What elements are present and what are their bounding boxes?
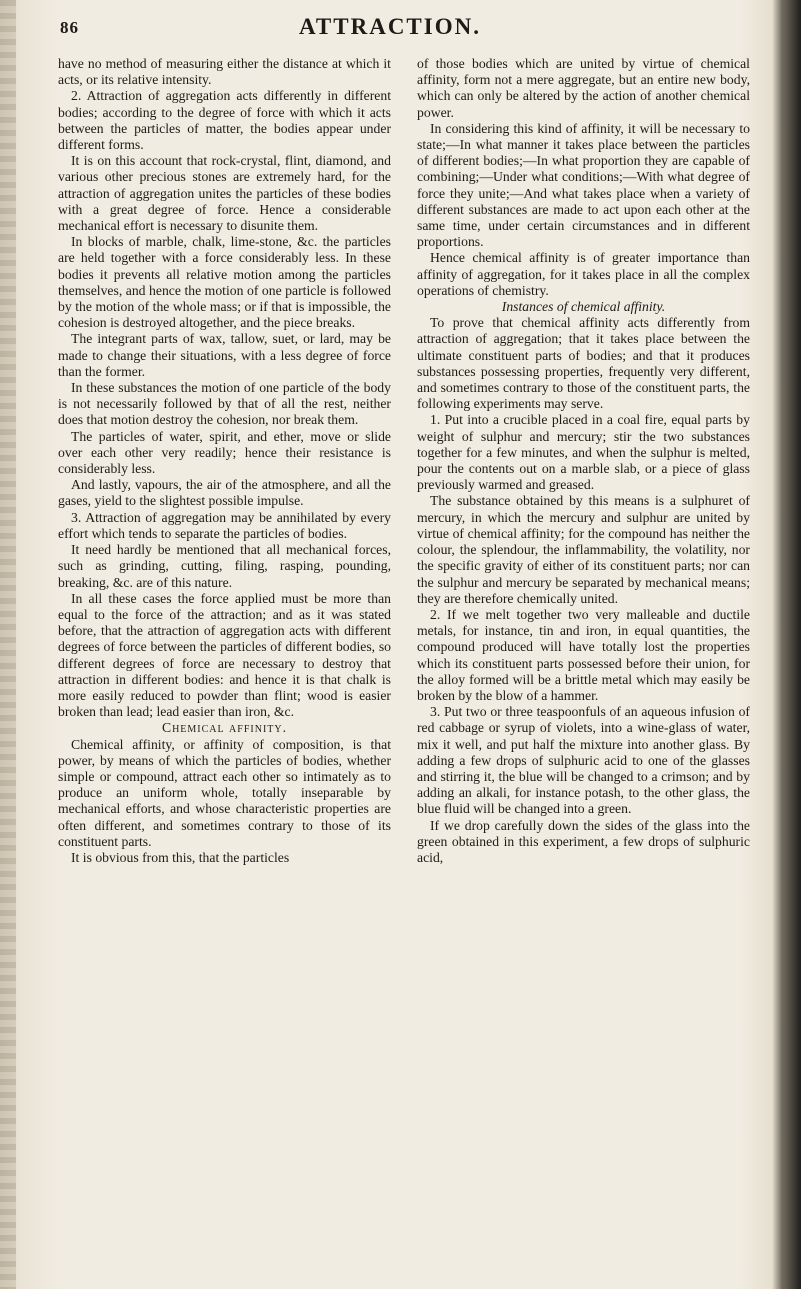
right-column — [417, 56, 750, 1284]
left-column — [58, 56, 391, 1284]
paragraph: Hence chemical affinity is of greater importance than affinity of aggregation, for it takes place in all the complex operations of chemistry. — [417, 250, 750, 298]
paragraph: And lastly, vapours, the air of the atmosphere, and all the gases, yield to the slightest possible impulse. — [58, 477, 391, 509]
paragraph: Chemical affinity, or affinity of composition, is that power, by means of which the particles of bodies, whether simple or compound, attract each other so intimately as to produce an uniform whole, totally inseparable by mechanical efforts, and whose characteristic properties are often different, and sometimes contrary to those of its constituent parts. — [58, 736, 391, 849]
paragraph: It is on this account that rock-crystal, flint, diamond, and various other precious stones are extremely hard, for the attraction of aggregation unites the particles of these bodies with a great degree of force. Hence a considerable mechanical effort is necessary to disunite them. — [58, 153, 391, 234]
paragraph: The substance obtained by this means is a sulphuret of mercury, in which the mercury and sulphur are united by virtue of chemical affinity; for the compound has neither the colour, the splendour, the inflammability, the volatility, nor the specific gravity of either of its constituent parts; nor can the sulphur and mercury be separated by mechanical means; they are therefore chemically united. — [417, 493, 750, 606]
section-heading: Instances of chemical affinity. — [501, 299, 666, 315]
paragraph: 2. Attraction of aggregation acts differently in different bodies; according to the degree of force with which it acts between the particles of matter, the bodies appear under different forms. — [58, 88, 391, 153]
page-header — [60, 14, 720, 44]
page-number: 86 — [60, 18, 79, 37]
paragraph: To prove that chemical affinity acts differently from attraction of aggregation; that it takes place between the ultimate constituent parts of bodies; and that it produces substances possessing properties, frequently very different, and sometimes contrary to those of the constituent parts, the following experiments may serve. — [417, 315, 750, 412]
page-edge-shadow — [783, 0, 801, 1289]
paragraph: of those bodies which are united by virtue of chemical affinity, form not a mere aggregate, but an entire new body, which can only be altered by the action of another chemical power. — [417, 56, 750, 120]
paragraph: 3. Put two or three teaspoonfuls of an aqueous infusion of red cabbage or syrup of violets, into a wine-glass of water, mix it well, and put half the mixture into another glass. By adding a few drops of sulphuric acid to one of the glasses and stirring it, the blue will be changed to a crimson; and by adding an alkali, for instance potash, to the other glass, the blue fluid will be changed into a green. — [417, 704, 750, 817]
running-title: ATTRACTION. — [299, 14, 481, 39]
paragraph: The particles of water, spirit, and ether, move or slide over each other very readily; hence their resistance is considerably less. — [58, 428, 391, 477]
paragraph: 2. If we melt together two very malleable and ductile metals, for instance, tin and iron, in equal quantities, the compound produced will have totally lost the properties which its constituent parts possessed before their union, for the alloy formed will be a brittle metal which may easily be broken by the blow of a hammer. — [417, 606, 750, 703]
paragraph: If we drop carefully down the sides of the glass into the green obtained in this experiment, a few drops of sulphuric acid, — [417, 817, 750, 865]
paragraph: 1. Put into a crucible placed in a coal fire, equal parts by weight of sulphur and mercury; stir the two substances together for a few minutes, and when the sulphur is melted, pour the contents out on a marble slab, or a piece of glass previously warmed and greased. — [417, 412, 750, 493]
text-columns — [58, 56, 750, 1284]
paragraph: It is obvious from this, that the particles — [71, 849, 290, 865]
paragraph: It need hardly be mentioned that all mechanical forces, such as grinding, cutting, filing, rasping, pounding, breaking, &c. are of this nature. — [58, 542, 391, 590]
paragraph: In blocks of marble, chalk, lime-stone, &c. the particles are held together with a force considerably less. In these bodies it prevents all relative motion among the particles themselves, and hence the motion of one particle is followed by the motion of the whole mass; or if that is impossible, the cohesion is destroyed altogether, and the piece breaks. — [58, 234, 391, 331]
paragraph: In all these cases the force applied must be more than equal to the force of the attraction; and as it was stated before, that the attraction of aggregation acts with different degrees of force between the particles of different bodies, so different degrees of force are necessary to destroy that attraction in different bodies: and hence it is that chalk is more easily reduced to powder than flint; wood is easier broken than lead; lead easier than iron, &c. — [58, 590, 391, 720]
paragraph: In these substances the motion of one particle of the body is not necessarily followed by that of all the rest, neither does that motion destroy the cohesion, nor break them. — [58, 380, 391, 428]
section-heading: Chemical affinity. — [161, 720, 288, 736]
paragraph: In considering this kind of affinity, it will be necessary to state;—In what manner it takes place between the particles of different bodies;—In what proportion they are capable of combining;—Under what conditions;—With what degree of force they unite;—And what takes place when a variety of different substances are made to act upon each other at the same time, under certain circumstances and in different proportions. — [417, 120, 750, 250]
paragraph: have no method of measuring either the distance at which it acts, or its relative intensity. — [58, 56, 391, 88]
paragraph: The integrant parts of wax, tallow, suet, or lard, may be made to change their situations, with a less degree of force than the former. — [58, 331, 391, 379]
paragraph: 3. Attraction of aggregation may be annihilated by every effort which tends to separate the particles of bodies. — [58, 509, 391, 541]
page-binding-shadow — [0, 0, 16, 1289]
